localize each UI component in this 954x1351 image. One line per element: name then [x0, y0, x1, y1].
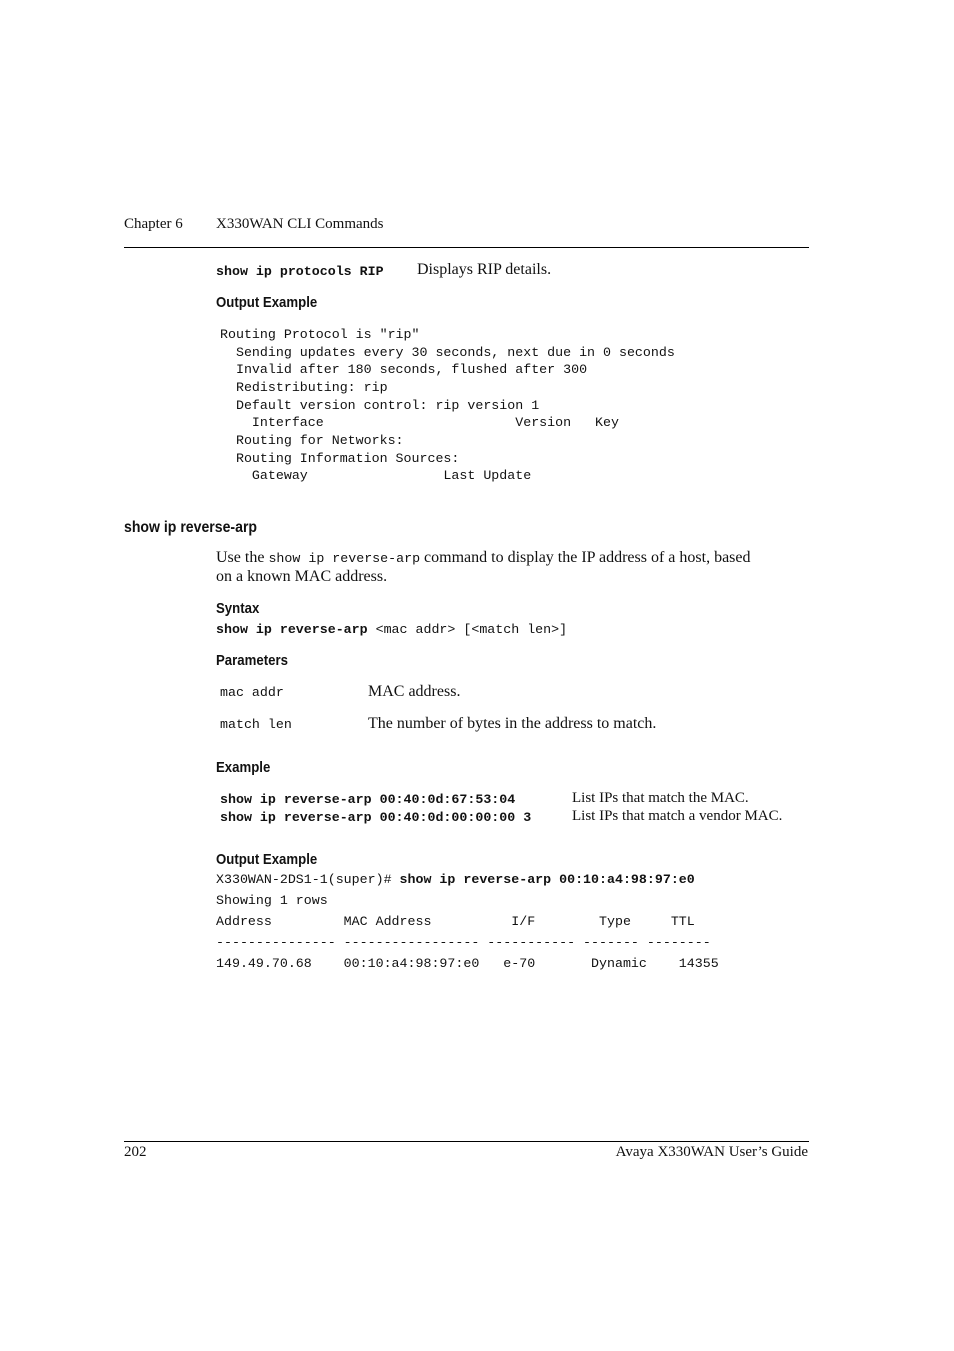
output-table-separator: --------------- ----------------- ----------- ------- -------- [216, 935, 711, 950]
intro-paragraph-line2: on a known MAC address. [216, 568, 388, 585]
syntax-args: <mac addr> [<match len>] [367, 622, 568, 637]
rip-output-line: Routing Protocol is "rip" [220, 327, 420, 342]
rip-output-line: Routing Information Sources: [220, 451, 460, 466]
rip-output-heading: Output Example [216, 294, 318, 311]
rip-output-line: Interface Version Key [220, 415, 619, 430]
rip-output-line: Invalid after 180 seconds, flushed after 300 [220, 362, 588, 377]
intro-text: command to display the IP address of a host, based [420, 549, 751, 566]
cli-command: show ip reverse-arp 00:10:a4:98:97:e0 [399, 872, 695, 887]
intro-inline-code: show ip reverse-arp [268, 551, 421, 566]
footer-rule [124, 1141, 809, 1142]
parameter-name: mac addr [220, 685, 284, 700]
output-heading: Output Example [216, 851, 318, 868]
header-rule [124, 247, 809, 248]
syntax-command: show ip reverse-arp [216, 622, 368, 637]
rip-output-line: Sending updates every 30 seconds, next due in 0 seconds [220, 345, 675, 360]
chapter-label: Chapter 6 [124, 216, 183, 232]
output-table-header: Address MAC Address I/F Type TTL [216, 914, 695, 929]
syntax-heading: Syntax [216, 600, 260, 617]
example-command: show ip reverse-arp 00:40:0d:67:53:04 [220, 792, 516, 807]
output-line: Showing 1 rows [216, 893, 328, 908]
rip-command: show ip protocols RIP [216, 264, 384, 279]
cli-prompt: X330WAN-2DS1-1(super)# [216, 872, 400, 887]
example-command: show ip reverse-arp 00:40:0d:00:00:00 3 [220, 810, 532, 825]
example-description: List IPs that match the MAC. [572, 790, 749, 806]
rip-description: Displays RIP details. [417, 261, 552, 278]
example-heading: Example [216, 759, 271, 776]
parameters-heading: Parameters [216, 652, 288, 669]
rip-output-line: Redistributing: rip [220, 380, 388, 395]
parameter-description: The number of bytes in the address to match. [368, 715, 657, 732]
parameter-name: match len [220, 717, 292, 732]
rip-output-line: Default version control: rip version 1 [220, 398, 540, 413]
section-title: show ip reverse-arp [124, 519, 258, 536]
rip-output-line: Routing for Networks: [220, 433, 404, 448]
chapter-title: X330WAN CLI Commands [216, 216, 384, 232]
guide-title: Avaya X330WAN User’s Guide [615, 1144, 808, 1160]
rip-output-line: Gateway Last Update [220, 468, 532, 483]
example-description: List IPs that match a vendor MAC. [572, 808, 783, 824]
output-table-row: 149.49.70.68 00:10:a4:98:97:e0 e-70 Dynamic 14355 [216, 956, 719, 971]
syntax-line [216, 622, 567, 637]
output-prompt-line [216, 872, 695, 887]
parameter-description: MAC address. [368, 683, 461, 700]
intro-paragraph [216, 549, 751, 567]
page-number: 202 [124, 1144, 147, 1160]
intro-text: Use the [216, 549, 269, 566]
